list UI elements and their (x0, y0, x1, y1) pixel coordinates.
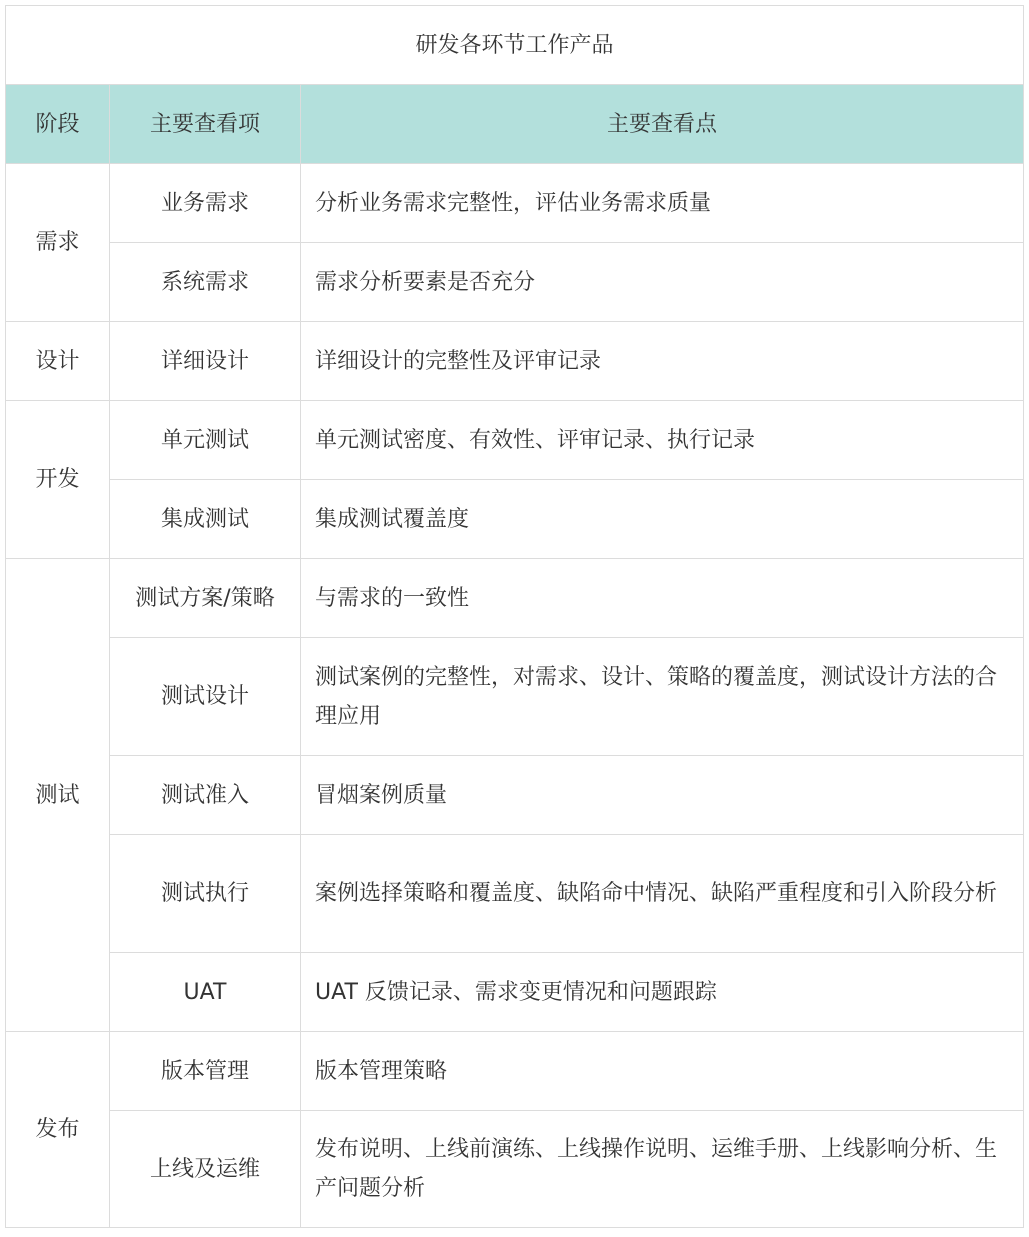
item-cell: 系统需求 (110, 243, 301, 322)
header-item: 主要查看项 (110, 85, 301, 164)
table-row (6, 322, 1024, 401)
work-products-table (5, 5, 1024, 1228)
item-cell: 上线及运维 (110, 1111, 301, 1228)
item-cell: 单元测试 (110, 401, 301, 480)
table-row (6, 164, 1024, 243)
point-cell: 案例选择策略和覆盖度、缺陷命中情况、缺陷严重程度和引入阶段分析 (301, 835, 1024, 953)
table-row (6, 401, 1024, 480)
table-row (6, 559, 1024, 638)
stage-cell-requirements: 需求 (6, 164, 110, 322)
stage-cell-development: 开发 (6, 401, 110, 559)
item-cell: 版本管理 (110, 1032, 301, 1111)
table-row (6, 480, 1024, 559)
point-cell: UAT 反馈记录、需求变更情况和问题跟踪 (301, 953, 1024, 1032)
table-title: 研发各环节工作产品 (6, 6, 1024, 85)
table-row (6, 1111, 1024, 1228)
stage-cell-design: 设计 (6, 322, 110, 401)
header-row (6, 85, 1024, 164)
header-point: 主要查看点 (301, 85, 1024, 164)
table-row (6, 953, 1024, 1032)
table-row (6, 835, 1024, 953)
table-title-row (6, 6, 1024, 85)
point-cell: 集成测试覆盖度 (301, 480, 1024, 559)
table-row (6, 638, 1024, 756)
point-cell: 冒烟案例质量 (301, 756, 1024, 835)
point-cell: 单元测试密度、有效性、评审记录、执行记录 (301, 401, 1024, 480)
header-stage: 阶段 (6, 85, 110, 164)
item-cell: 业务需求 (110, 164, 301, 243)
item-cell: 测试准入 (110, 756, 301, 835)
table-row (6, 756, 1024, 835)
item-cell: 测试方案/策略 (110, 559, 301, 638)
item-cell: 测试执行 (110, 835, 301, 953)
point-cell: 测试案例的完整性，对需求、设计、策略的覆盖度，测试设计方法的合理应用 (301, 638, 1024, 756)
table-row (6, 243, 1024, 322)
point-cell: 分析业务需求完整性，评估业务需求质量 (301, 164, 1024, 243)
point-cell: 与需求的一致性 (301, 559, 1024, 638)
item-cell: 详细设计 (110, 322, 301, 401)
point-cell: 需求分析要素是否充分 (301, 243, 1024, 322)
item-cell: 集成测试 (110, 480, 301, 559)
stage-cell-release: 发布 (6, 1032, 110, 1228)
stage-cell-testing: 测试 (6, 559, 110, 1032)
point-cell: 版本管理策略 (301, 1032, 1024, 1111)
table-row (6, 1032, 1024, 1111)
item-cell: 测试设计 (110, 638, 301, 756)
point-cell: 发布说明、上线前演练、上线操作说明、运维手册、上线影响分析、生产问题分析 (301, 1111, 1024, 1228)
item-cell: UAT (110, 953, 301, 1032)
point-cell: 详细设计的完整性及评审记录 (301, 322, 1024, 401)
